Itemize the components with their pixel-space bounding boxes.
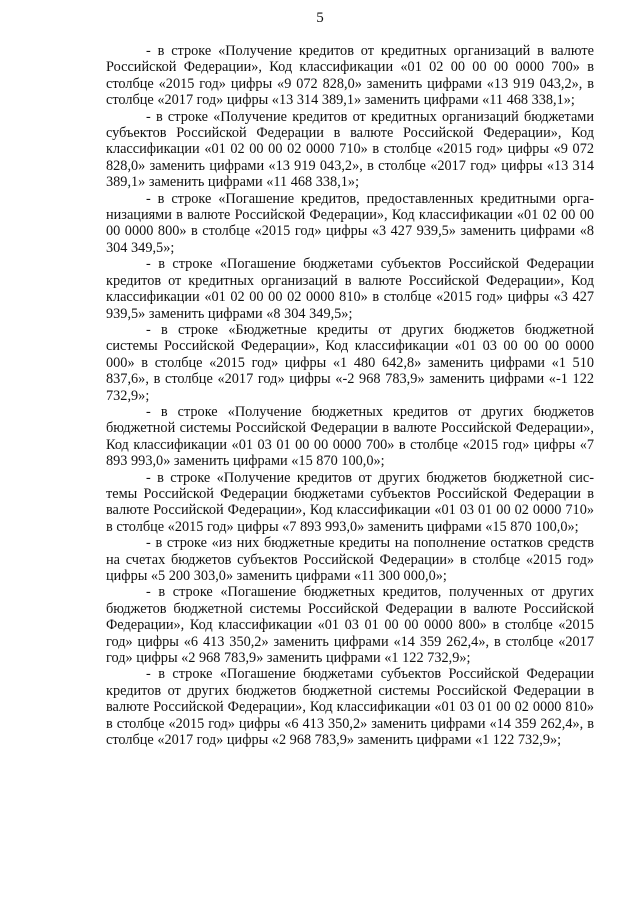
paragraph-8: - в строке «из них бюджетные кредиты на пополнение остатков средств на счетах бюджетов субъектов Российской Федерации» в столбце «2015 год» цифры «5 200 303,0» заменить цифрами «11 300 000,0»; [106,535,594,584]
paragraph-1: - в строке «Получение кредитов от кредитных организаций в валюте Российской Федерации», Код классификации «01 02 00 00 00 0000 700» в столбце «2015 год» цифры «9 072 828,0» заменить цифрами «13 919 043,2», в столбце «2017 год» цифры «13 314 389,1» заменить цифрами «11 468 338,1»; [106,43,594,109]
paragraph-10: - в строке «Погашение бюджетами субъектов Российской Федерации кредитов от других бюджетов бюджетной системы Российской Федерации в валюте Российской Федерации», Код классификации «01 03 01 00 02 0000 810» в столбце «2015 год» цифры «6 413 350,2» заменить цифрами «14 359 262,4», в столбце «2017 год» цифры «2 968 783,9» заменить цифрами «1 122 732,9»; [106,666,594,749]
page-number: 5 [316,10,324,26]
paragraph-3: - в строке «Погашение кредитов, предоставленных кредитными организациями в валюте Российской Федерации», Код классификации «01 02 00 00 00 0000 800» в столбце «2015 год» цифры «3 427 939,5» заменить цифрами «8 304 349,5»; [106,190,594,256]
paragraph-9: - в строке «Погашение бюджетных кредитов, полученных от других бюджетов бюджетной системы Российской Федерации в валюте Российской Федерации», Код классификации «01 03 01 00 00 0000 800» в столбце «2015 год» цифры «6 413 350,2» заменить цифрами «14 359 262,4», в столбце «2017 год» цифры «2 968 783,9» заменить цифрами «1 122 732,9»; [106,584,594,667]
paragraph-6: - в строке «Получение бюджетных кредитов от других бюджетов бюджетной системы Российской Федерации в валюте Российской Федерации», Код классификации «01 03 01 00 00 0000 700» в столбце «2015 год» цифры «7 893 993,0» заменить цифрами «15 870 100,0»; [106,403,594,470]
paragraph-2: - в строке «Получение кредитов от кредитных организаций бюджетами субъектов Российской Федерации в валюте Российской Федерации», Код классификации «01 02 00 00 02 0000 710» в столбце «2015 год» цифры «9 072 828,0» заменить цифрами «13 919 043,2», в столбце «2017 год» цифры «13 314 389,1» заменить цифрами «11 468 338,1»; [106,108,594,191]
paragraph-7: - в строке «Получение кредитов от других бюджетов бюджетной системы Российской Федерации бюджетами субъектов Российской Федерации в валюте Российской Федерации», Код классификации «01 03 01 00 02 0000 710» в столбце «2015 год» цифры «7 893 993,0» заменить цифрами «15 870 100,0»; [106,469,594,535]
document-body [106,43,594,748]
paragraph-4: - в строке «Погашение бюджетами субъектов Российской Федерации кредитов от кредитных организаций в валюте Российской Федерации», Код классификации «01 02 00 00 02 0000 810» в столбце «2015 год» цифры «3 427 939,5» заменить цифрами «8 304 349,5»; [106,256,594,322]
paragraph-5: - в строке «Бюджетные кредиты от других бюджетов бюджетной системы Российской Федерации», Код классификации «01 03 00 00 00 0000 000» в столбце «2015 год» цифры «1 480 642,8» заменить цифрами «1 510 837,6», в столбце «2017 год» цифры «-2 968 783,9» заменить цифрами «-1 122 732,9»; [106,321,594,404]
